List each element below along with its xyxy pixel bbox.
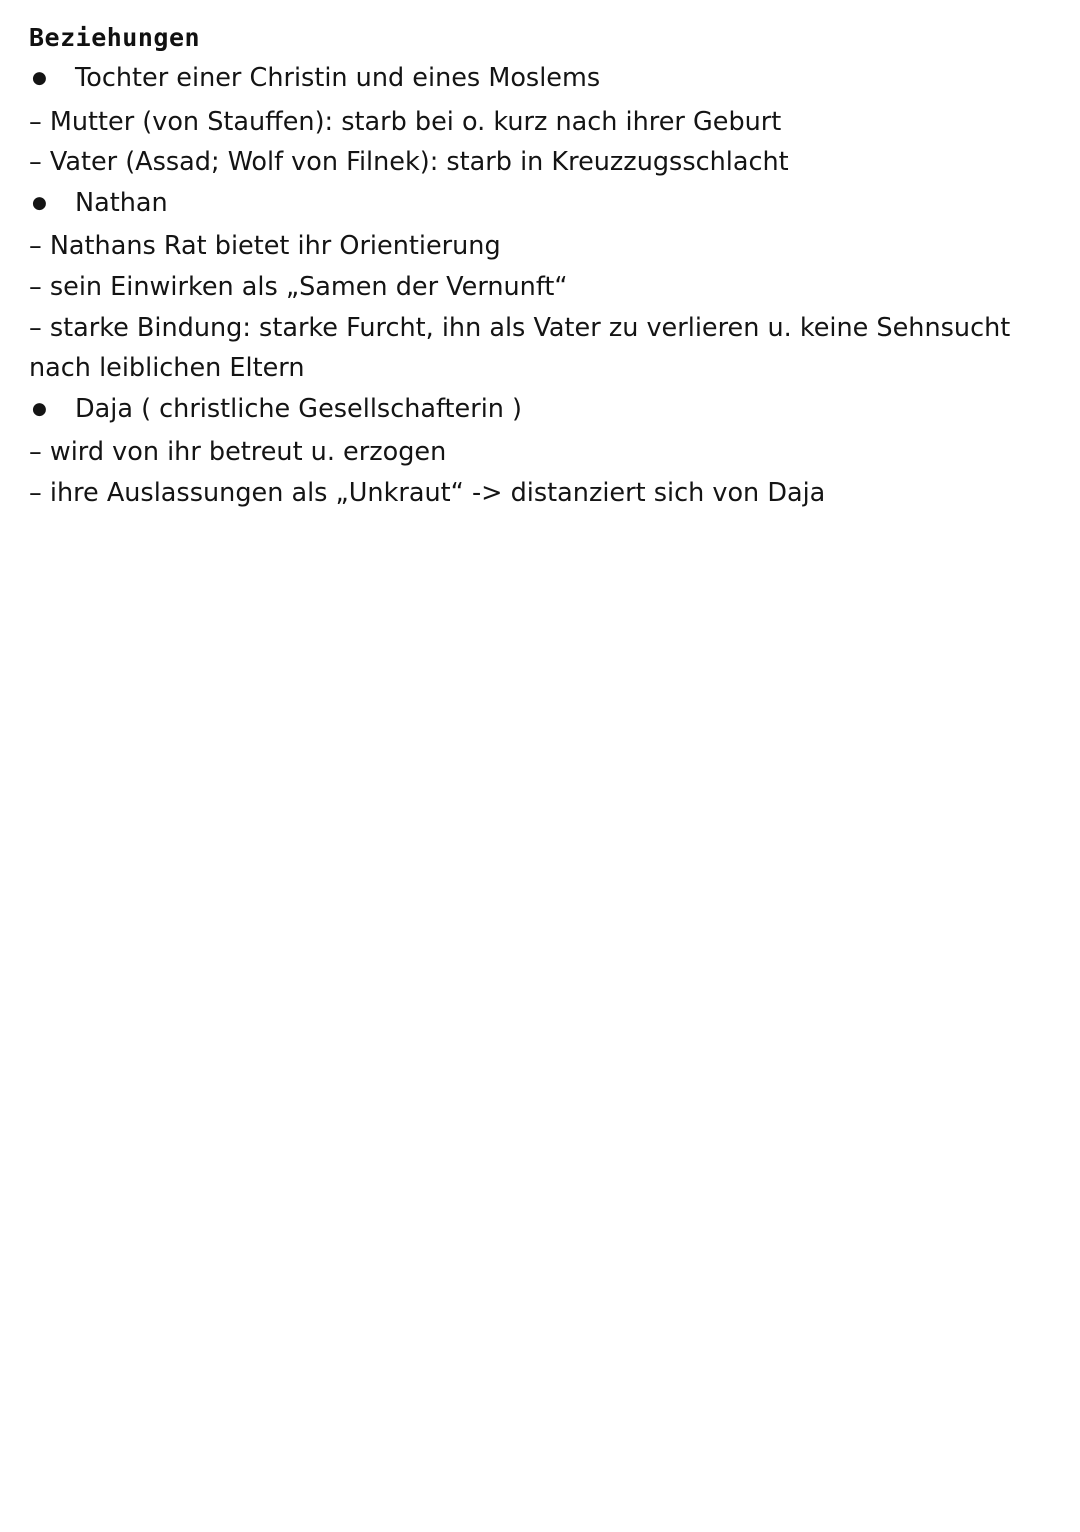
bullet-text: Daja ( christliche Gesellschafterin ) xyxy=(75,393,522,424)
dash-item-distance: – ihre Auslassungen als „Unkraut“ -> distanziert sich von Daja xyxy=(29,477,826,508)
dash-item-father: – Vater (Assad; Wolf von Filnek): starb in Kreuzzugsschlacht xyxy=(29,147,789,178)
dash-item-nathans-advice: – Nathans Rat bietet ihr Orientierung xyxy=(29,231,501,262)
bullet-icon xyxy=(29,58,75,102)
bullet-icon xyxy=(29,183,75,227)
bullet-item-nathan xyxy=(29,183,1040,227)
bullet-item-daja xyxy=(29,389,1040,433)
bullet-text: Nathan xyxy=(75,187,168,218)
dash-item-influence: – sein Einwirken als „Samen der Vernunft“ xyxy=(29,271,568,302)
section-heading: Beziehungen xyxy=(29,23,201,52)
dash-item-upbringing: – wird von ihr betreut u. erzogen xyxy=(29,437,447,468)
dash-item-mother: – Mutter (von Stauffen): starb bei o. kurz nach ihrer Geburt xyxy=(29,106,782,137)
bullet-item-parents xyxy=(29,58,1040,102)
bullet-icon xyxy=(29,389,75,433)
bullet-text: Tochter einer Christin und eines Moslems xyxy=(75,63,601,93)
dash-item-bond: – starke Bindung: starke Furcht, ihn als Vater zu verlieren u. keine Sehnsucht nach leiblichen Eltern xyxy=(29,312,1011,384)
